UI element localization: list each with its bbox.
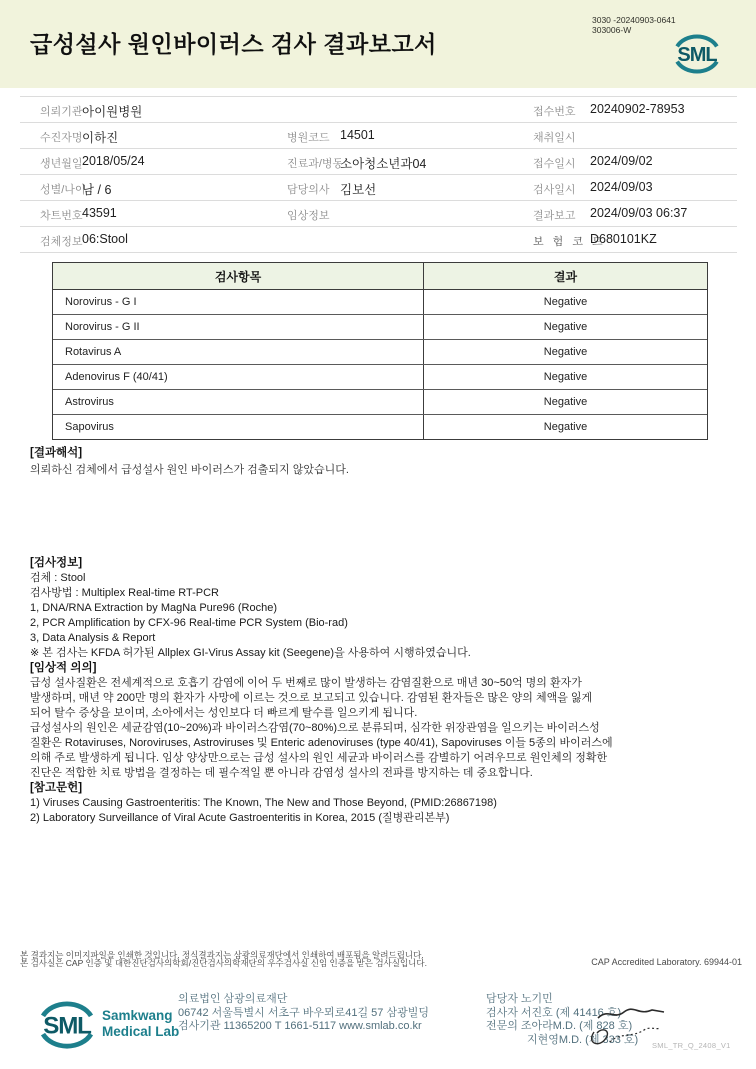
form-code: SML_TR_Q_2408_V1 bbox=[652, 1041, 731, 1050]
info-value: 2018/05/24 bbox=[82, 154, 145, 168]
cap-accreditation-text: CAP Accredited Laboratory. 69944-01 bbox=[591, 957, 742, 967]
test-info-line: 검사방법 : Multiplex Real-time RT-PCR bbox=[30, 587, 220, 599]
results-table-header bbox=[53, 263, 707, 290]
table-row bbox=[53, 415, 707, 439]
info-value: 남 / 6 bbox=[82, 183, 112, 197]
footer-org-name: 의료법인 삼광의료재단 bbox=[178, 993, 288, 1005]
test-info-heading: [검사정보] bbox=[30, 557, 83, 569]
sml-logo-icon bbox=[672, 30, 722, 83]
clinical-line: 진단은 적합한 치료 방법을 결정하는 데 필수적일 뿐 아니라 감염성 설사의 전파를 방지하는 데 중요합니다. bbox=[30, 767, 533, 779]
table-row bbox=[53, 340, 707, 365]
info-label: 수진자명 bbox=[40, 132, 83, 144]
test-item: Astrovirus bbox=[53, 390, 424, 414]
info-label: 의뢰기관 bbox=[40, 106, 83, 118]
test-result: Negative bbox=[543, 346, 588, 358]
column-header-result: 결과 bbox=[553, 269, 578, 284]
info-label: 차트번호 bbox=[40, 210, 83, 222]
patient-info-row bbox=[20, 201, 737, 227]
test-info-line: 검체 : Stool bbox=[30, 572, 86, 584]
info-value: 14501 bbox=[340, 128, 375, 142]
document-number-line2: 303006-W bbox=[592, 25, 632, 35]
results-table bbox=[52, 262, 708, 440]
column-header-test-item: 검사항목 bbox=[53, 263, 424, 289]
info-value: 06:Stool bbox=[82, 232, 128, 246]
staff-specialist-2: 지현영M.D. (제 333 호) bbox=[527, 1033, 639, 1046]
footer-logo-name bbox=[102, 1008, 179, 1040]
clinical-line: 급성 설사질환은 전세계적으로 호흡기 감염에 이어 두 번째로 많이 발생하는 감염질환으로 매년 30~50억 명의 환자가 bbox=[30, 677, 582, 689]
patient-info-row bbox=[20, 149, 737, 175]
document-number-line1: 3030 -20240903-0641 bbox=[592, 15, 676, 25]
info-value: 2024/09/03 06:37 bbox=[590, 206, 688, 220]
info-label: 성별/나이 bbox=[40, 184, 86, 196]
info-label: 보 험 코 드 bbox=[533, 236, 606, 248]
staff-specialist-1: 전문의 조아라M.D. (제 828 호) bbox=[486, 1020, 633, 1032]
test-item: Adenovirus F (40/41) bbox=[53, 365, 424, 389]
staff-examiner: 검사자 서진호 (제 41416 호) bbox=[486, 1006, 622, 1019]
page-title: 급성설사 원인바이러스 검사 결과보고서 bbox=[30, 31, 437, 57]
footer-address: 06742 서울특별시 서초구 바우뫼로41길 57 삼광빌딩 bbox=[178, 1006, 429, 1019]
test-result: Negative bbox=[543, 421, 588, 433]
sml-footer-logo-icon bbox=[36, 996, 98, 1059]
table-row bbox=[53, 315, 707, 340]
test-info-line: 1, DNA/RNA Extraction by MagNa Pure96 (Roche) bbox=[30, 602, 277, 614]
info-value: 20240902-78953 bbox=[590, 102, 685, 116]
disclaimer-line1: 본 결과지는 이미지파일을 인쇄한 것입니다. 정식결과지는 삼광의료재단에서 인쇄하여 배포됨을 알려드립니다. bbox=[20, 950, 424, 960]
clinical-line: 급성설사의 원인은 세균감염(10~20%)과 바이러스감염(70~80%)으로 분류되며, 심각한 위장관염을 일으키는 바이러스성 bbox=[30, 722, 600, 734]
patient-info-row bbox=[20, 123, 737, 149]
info-label: 임상정보 bbox=[287, 210, 330, 222]
info-label: 접수번호 bbox=[533, 106, 576, 118]
info-value: 2024/09/03 bbox=[590, 180, 653, 194]
test-info-line: ※ 본 검사는 KFDA 허가된 Allplex GI-Virus Assay kit (Seegene)을 사용하여 시행하였습니다. bbox=[30, 647, 471, 659]
test-result: Negative bbox=[543, 396, 588, 408]
test-item: Norovirus - G I bbox=[53, 290, 424, 314]
interpretation-heading: [결과해석] bbox=[30, 447, 83, 459]
info-value: 이하진 bbox=[82, 131, 119, 145]
info-value: 2024/09/02 bbox=[590, 154, 653, 168]
info-label: 담당의사 bbox=[287, 184, 330, 196]
info-label: 채취일시 bbox=[533, 132, 576, 144]
info-label: 생년월일 bbox=[40, 158, 83, 170]
info-label: 병원코드 bbox=[287, 132, 330, 144]
table-row bbox=[53, 290, 707, 315]
patient-info-row bbox=[20, 97, 737, 123]
interpretation-text: 의뢰하신 검체에서 급성설사 원인 바이러스가 검출되지 않았습니다. bbox=[30, 464, 349, 476]
staff-manager: 담당자 노기민 bbox=[486, 993, 553, 1005]
info-label: 접수일시 bbox=[533, 158, 576, 170]
info-label: 진료과/병동 bbox=[287, 158, 344, 170]
clinical-line: 발생하며, 매년 약 200만 명의 환자가 사망에 이르는 것으로 보고되고 있습니다. 감염된 환자들은 많은 양의 체액을 잃게 bbox=[30, 692, 593, 704]
patient-info-row bbox=[20, 227, 737, 253]
footer-logo-name-line1: Samkwang bbox=[102, 1008, 173, 1023]
test-info-line: 2, PCR Amplification by CFX-96 Real-time PCR System (Bio-rad) bbox=[30, 617, 348, 629]
footer-logo-name-line2: Medical Lab bbox=[102, 1024, 180, 1039]
svg-text:SML: SML bbox=[677, 44, 717, 66]
test-result: Negative bbox=[543, 321, 588, 333]
info-value: 아이원병원 bbox=[82, 105, 143, 119]
test-item: Sapovirus bbox=[53, 415, 424, 439]
info-value: 소아청소년과04 bbox=[340, 157, 427, 171]
test-result: Negative bbox=[543, 371, 588, 383]
clinical-line: 되어 탈수 증상을 보이며, 소아에서는 성인보다 더 빠르게 탈수를 일으키게 됩니다. bbox=[30, 707, 418, 719]
footer-contact: 검사기관 11365200 T 1661-5117 www.smlab.co.kr bbox=[178, 1020, 422, 1032]
info-value: 43591 bbox=[82, 206, 117, 220]
references-heading: [참고문헌] bbox=[30, 782, 83, 794]
reference-line: 1) Viruses Causing Gastroenteritis: The Known, The New and Those Beyond, (PMID:26867198) bbox=[30, 797, 497, 809]
table-row bbox=[53, 365, 707, 390]
info-value: D680101KZ bbox=[590, 232, 657, 246]
test-result: Negative bbox=[543, 296, 588, 308]
disclaimer-line2: 본 검사실은 CAP 인증 및 대한진단검사의학회/진단검사의학재단의 우수검사실 신임 인증을 받은 검사실입니다. bbox=[20, 958, 427, 968]
report-text-sections bbox=[30, 556, 746, 826]
svg-text:SML: SML bbox=[43, 1012, 91, 1040]
document-number bbox=[592, 15, 676, 35]
footer-address-block bbox=[178, 993, 429, 1034]
report-header bbox=[0, 0, 756, 88]
test-item: Norovirus - G II bbox=[53, 315, 424, 339]
info-label: 검체정보 bbox=[40, 236, 83, 248]
clinical-line: 질환은 Rotaviruses, Noroviruses, Astroviruses 및 Enteric adenoviruses (type 40/41), Sapoviruses 이들 5종의 바이러스에 bbox=[30, 737, 613, 749]
table-row bbox=[53, 390, 707, 415]
info-label: 검사일시 bbox=[533, 184, 576, 196]
patient-info-table bbox=[20, 96, 737, 253]
patient-info-row bbox=[20, 175, 737, 201]
clinical-significance-heading: [임상적 의의] bbox=[30, 662, 97, 674]
test-item: Rotavirus A bbox=[53, 340, 424, 364]
reference-line: 2) Laboratory Surveillance of Viral Acute Gastroenteritis in Korea, 2015 (질병관리본부) bbox=[30, 812, 450, 824]
info-label: 결과보고 bbox=[533, 210, 576, 222]
clinical-line: 의해 주로 발생하게 됩니다. 임상 양상만으로는 급성 설사의 원인 세균과 바이러스를 감별하기 어려우므로 원인체의 정확한 bbox=[30, 752, 608, 764]
info-value: 김보선 bbox=[340, 183, 377, 197]
test-info-line: 3, Data Analysis & Report bbox=[30, 632, 156, 644]
